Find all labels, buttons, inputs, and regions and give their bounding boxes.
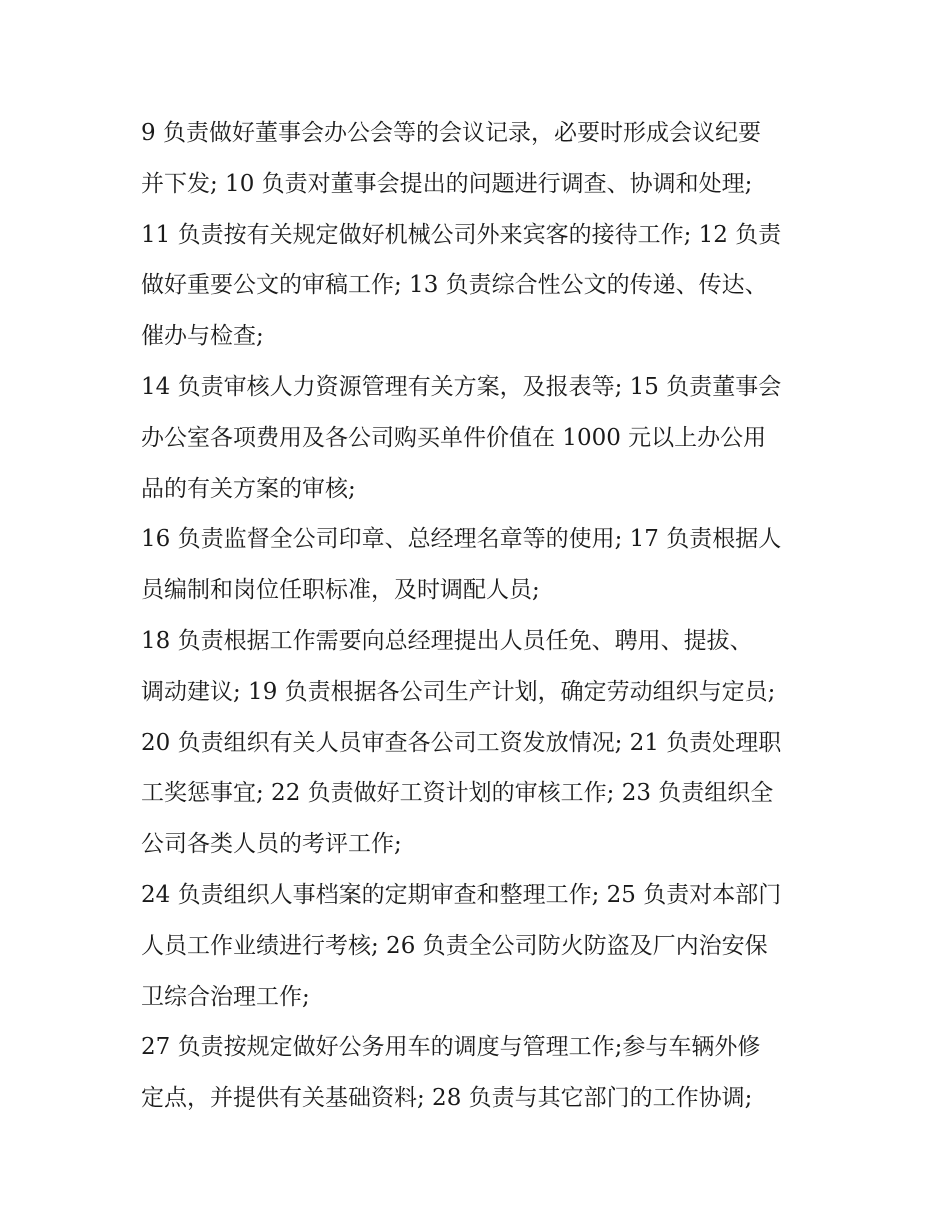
text-line: 16 负责监督全公司印章、总经理名章等的使用; 17 负责根据人	[141, 526, 782, 553]
text-line: 并下发; 10 负责对董事会提出的问题进行调查、协调和处理;	[141, 170, 753, 197]
document-body	[141, 108, 821, 1124]
text-line: 办公室各项费用及各公司购买单件价值在 1000 元以上办公用	[141, 424, 767, 451]
text-line: 公司各类人员的考评工作;	[141, 831, 402, 858]
text-line: 20 负责组织有关人员审查各公司工资发放情况; 21 负责处理职	[141, 729, 782, 756]
text-line: 27 负责按规定做好公务用车的调度与管理工作;参与车辆外修	[141, 1034, 761, 1061]
text-line: 定点，并提供有关基础资料; 28 负责与其它部门的工作协调;	[141, 1085, 753, 1112]
text-line: 工奖惩事宜; 22 负责做好工资计划的审核工作; 23 负责组织全	[141, 780, 774, 807]
text-line: 11 负责按有关规定做好机械公司外来宾客的接待工作; 12 负责	[141, 221, 782, 248]
text-line: 18 负责根据工作需要向总经理提出人员任免、聘用、提拔、	[141, 627, 753, 654]
text-line: 人员工作业绩进行考核; 26 负责全公司防火防盗及厂内治安保	[141, 932, 768, 959]
text-line: 做好重要公文的审稿工作; 13 负责综合性公文的传递、传达、	[141, 272, 768, 299]
text-line: 24 负责组织人事档案的定期审查和整理工作; 25 负责对本部门	[141, 881, 782, 908]
text-line: 调动建议; 19 负责根据各公司生产计划，确定劳动组织与定员;	[141, 678, 776, 705]
text-line: 14 负责审核人力资源管理有关方案，及报表等; 15 负责董事会	[141, 373, 782, 400]
text-line: 催办与检查;	[141, 323, 264, 350]
text-line: 品的有关方案的审核;	[141, 475, 356, 502]
text-line: 卫综合治理工作;	[141, 983, 310, 1010]
text-line: 9 负责做好董事会办公会等的会议记录，必要时形成会议纪要	[141, 120, 761, 146]
text-line: 员编制和岗位任职标准，及时调配人员;	[141, 577, 540, 604]
